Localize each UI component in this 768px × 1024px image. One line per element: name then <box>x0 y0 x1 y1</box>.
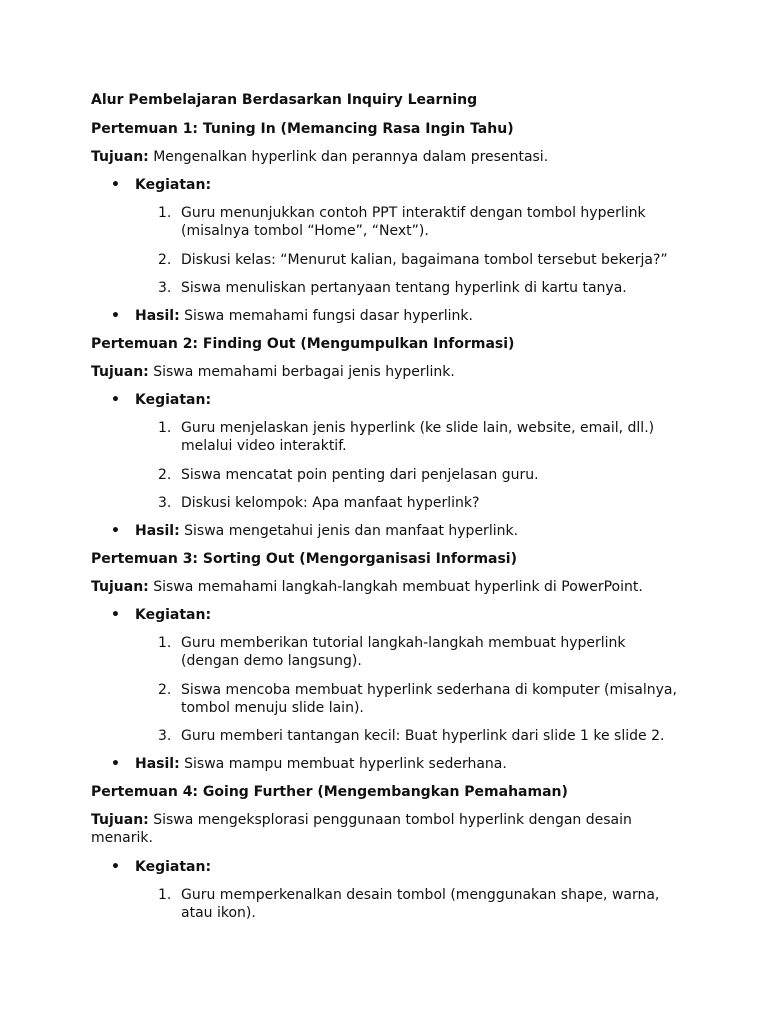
list-item-text: Siswa menuliskan pertanyaan tentang hyperlink di kartu tanya. <box>181 280 627 296</box>
bullet-icon: • <box>111 308 120 324</box>
meeting-4-tujuan-cont: menarik. <box>91 830 153 846</box>
hasil-text: Siswa memahami fungsi dasar hyperlink. <box>184 308 473 324</box>
list-number: 3. <box>158 728 172 744</box>
list-item-text: Guru menjelaskan jenis hyperlink (ke slide lain, website, email, dll.) melalui video interaktif. <box>181 420 655 454</box>
meeting-3-heading: Pertemuan 3: Sorting Out (Mengorganisasi Informasi) <box>91 551 518 567</box>
list-item-text: Guru memberi tantangan kecil: Buat hyperlink dari slide 1 ke slide 2. <box>181 728 665 744</box>
meeting-1-heading: Pertemuan 1: Tuning In (Memancing Rasa Ingin Tahu) <box>91 121 514 137</box>
list-number: 3. <box>158 495 172 511</box>
hasil-label: Hasil: <box>135 523 180 539</box>
hasil-text: Siswa mampu membuat hyperlink sederhana. <box>184 756 507 772</box>
list-number: 2. <box>158 682 172 698</box>
list-number: 3. <box>158 280 172 296</box>
tujuan-label: Tujuan: <box>91 364 149 380</box>
list-number: 1. <box>158 635 172 651</box>
list-number: 1. <box>158 420 172 436</box>
meeting-3-tujuan <box>91 578 643 596</box>
list-item-text: Siswa mencatat poin penting dari penjelasan guru. <box>181 467 539 483</box>
bullet-icon: • <box>111 607 120 623</box>
kegiatan-label: Kegiatan: <box>135 859 212 875</box>
bullet-icon: • <box>111 523 120 539</box>
list-item-text: Diskusi kelompok: Apa manfaat hyperlink? <box>181 495 480 511</box>
meeting-1-tujuan <box>91 148 548 166</box>
bullet-icon: • <box>111 859 120 875</box>
meeting-4-tujuan <box>91 811 632 829</box>
kegiatan-label: Kegiatan: <box>135 177 212 193</box>
meeting-2-heading: Pertemuan 2: Finding Out (Mengumpulkan Informasi) <box>91 336 515 352</box>
document-title: Alur Pembelajaran Berdasarkan Inquiry Learning <box>91 92 478 108</box>
tujuan-label: Tujuan: <box>91 812 149 828</box>
tujuan-label: Tujuan: <box>91 579 149 595</box>
hasil-text: Siswa mengetahui jenis dan manfaat hyperlink. <box>184 523 519 539</box>
list-item-text: Guru memperkenalkan desain tombol (menggunakan shape, warna, atau ikon). <box>181 887 660 921</box>
kegiatan-label: Kegiatan: <box>135 607 212 623</box>
list-number: 2. <box>158 252 172 268</box>
bullet-icon: • <box>111 177 120 193</box>
tujuan-text: Siswa memahami berbagai jenis hyperlink. <box>153 364 455 380</box>
list-number: 1. <box>158 205 172 221</box>
tujuan-text: Siswa mengeksplorasi penggunaan tombol hyperlink dengan desain <box>153 812 632 828</box>
tujuan-text: Mengenalkan hyperlink dan perannya dalam presentasi. <box>153 149 549 165</box>
list-item-text: Siswa mencoba membuat hyperlink sederhana di komputer (misalnya, tombol menuju slide lain). <box>181 682 677 716</box>
tujuan-text: Siswa memahami langkah-langkah membuat hyperlink di PowerPoint. <box>153 579 643 595</box>
list-item-text: Diskusi kelas: “Menurut kalian, bagaimana tombol tersebut bekerja?” <box>181 252 668 268</box>
list-item-text: Guru memberikan tutorial langkah-langkah membuat hyperlink (dengan demo langsung). <box>181 635 626 669</box>
list-item-text: Guru menunjukkan contoh PPT interaktif dengan tombol hyperlink (misalnya tombol “Home”, “Next”). <box>181 205 646 239</box>
kegiatan-label: Kegiatan: <box>135 392 212 408</box>
hasil-label: Hasil: <box>135 756 180 772</box>
list-number: 1. <box>158 887 172 903</box>
bullet-icon: • <box>111 392 120 408</box>
hasil-label: Hasil: <box>135 308 180 324</box>
tujuan-label: Tujuan: <box>91 149 149 165</box>
meeting-4-heading: Pertemuan 4: Going Further (Mengembangkan Pemahaman) <box>91 784 568 800</box>
bullet-icon: • <box>111 756 120 772</box>
list-number: 2. <box>158 467 172 483</box>
meeting-2-tujuan <box>91 363 455 381</box>
